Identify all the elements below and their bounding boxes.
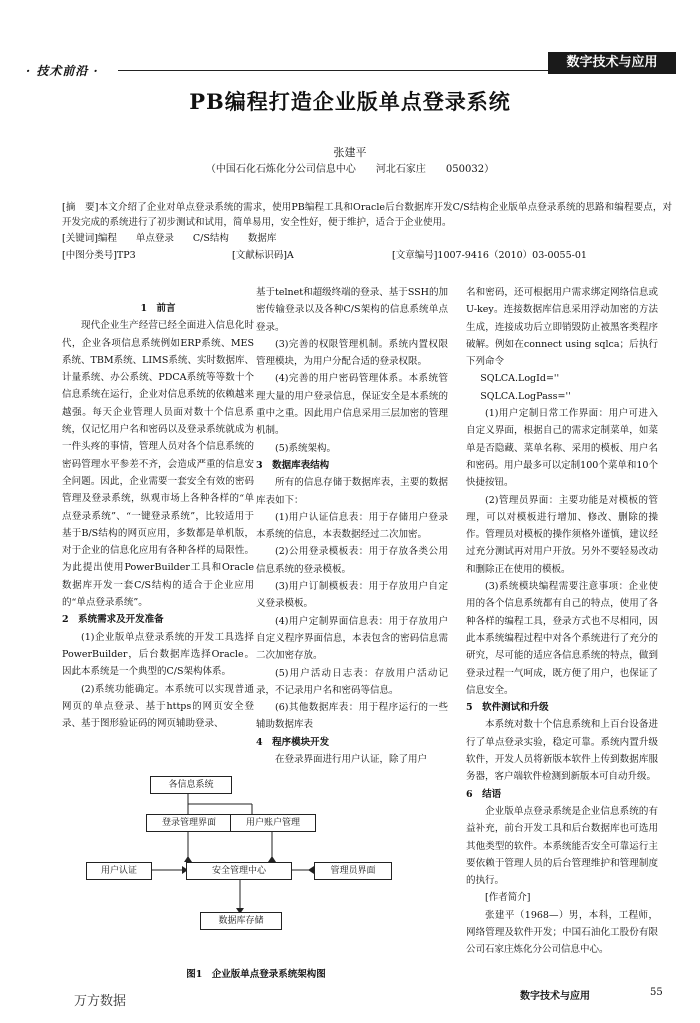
paragraph: (6)其他数据库表：用于程序运行的一些辅助数据库表 [256,702,448,731]
watermark: 万方数据 [74,994,127,1009]
paragraph: (1)企业版单点登录系统的开发工具选择PowerBuilder，后台数据库选择Oracle。因此本系统是一个典型的C/S架构体系。 [62,631,254,678]
header-rule [118,70,548,71]
paragraph: (3)完善的权限管理机制。系统内置权限管理模块，为用户分配合适的登录权限。 [256,338,448,368]
box-account-management: 用户账户管理 [230,814,316,832]
journal-brand: 数字技术与应用 [548,52,676,74]
box-database: 数据库存储 [200,912,282,930]
box-admin-ui: 管理员界面 [314,862,392,880]
article-number: [文章编号]1007-9416（2010）03-0055-01 [392,250,587,261]
page-number: 55 [650,987,663,998]
section-heading: 3 数据库表结构 [256,459,330,471]
section-label: · 技术前沿 · [26,64,99,78]
author: 张建平 [333,146,367,159]
paragraph: (2)管理员界面：主要功能是对模板的管理，可以对模板进行增加、修改、删除的操作。管理员对模板的操作须格外谨慎，建议经过充分测试再对用户开放。另外不要轻易改动和删除正在使用的模板。 [466,494,658,575]
paragraph: (3)用户订制模板表：用于存放用户自定义登录模板。 [256,581,448,610]
paragraph: 基于telnet和超级终端的登录、基于SSH的加密传输登录以及各种C/S架构的信息系统单点登录。 [256,287,448,333]
column-1 [62,300,254,732]
keywords: [关键词]编程 单点登录 C/S结构 数据库 [62,233,277,244]
paragraph: (2)系统功能确定。本系统可以实现普通网页的单点登录、基于https的网页安全登录、基于图形验证码的网页辅助登录、 [62,683,254,730]
box-login-ui: 登录管理界面 [146,814,232,832]
section-heading: 2 系统需求及开发准备 [62,614,164,626]
paragraph: (4)用户定制界面信息表：用于存放用户自定义程序界面信息，本表包含的密码信息需二次加密存放。 [256,615,448,662]
paragraph: 企业版单点登录系统是企业信息系统的有益补充，前台开发工具和后台数据库也可选用其他类型的软件。本系统能否安全可靠运行主要依赖于管理人员的后台管理维护和管理制度的执行。 [466,805,658,887]
paragraph: (1)用户定制日常工作界面：用户可进入自定义界面，根据自己的需求定制菜单，如菜单是否隐藏、菜单名称、采用的模板、用户名和密码。用户最多可以定制100个菜单和10个快捷按钮。 [466,408,658,489]
affiliation: （中国石化石炼化分公司信息中心 河北石家庄 050032） [205,164,495,175]
paragraph: [作者简介] [485,892,531,904]
section-heading: 6 结语 [466,788,502,800]
doc-code: [文献标识码]A [232,250,294,261]
paragraph: SQLCA.LogId='' [480,373,560,385]
figure-caption: 图1 企业版单点登录系统架构图 [186,969,326,980]
paragraph: 名和密码，还可根据用户需求绑定网络信息或U-key。连接数据库信息采用浮动加密的方法生成，连接成功后立即销毁防止被黑客类程序破解。例如在connect using sqlca；后执行下列命令 [466,287,658,368]
section-heading: 5 软件测试和升级 [466,702,549,714]
section-heading: 4 程序模块开发 [256,736,330,748]
paragraph: 张建平（1968—）男，本科，工程师，网络管理及软件开发；中国石油化工股份有限公司石家庄炼化分公司信息中心。 [466,909,658,956]
paragraph: SQLCA.LogPass='' [480,390,571,402]
clc-number: [中图分类号]TP3 [62,250,136,261]
column-3 [466,284,658,959]
footer-journal: 数字技术与应用 [520,991,590,1002]
paragraph: (2)公用登录模板表：用于存放各类公用信息系统的登录模板。 [256,546,448,575]
column-2 [256,284,448,768]
paragraph: (4)完善的用户密码管理体系。本系统管理大量的用户登录信息，保证安全是本系统的重中之重。因此用户信息采用三层加密的管理机制。 [256,373,448,437]
section-heading: 1 前言 [140,303,176,314]
architecture-figure [62,770,450,950]
article-title: PB编程打造企业版单点登录系统 [189,89,511,114]
paragraph: 所有的信息存储于数据库表，主要的数据库表如下： [256,477,448,506]
paragraph: 现代企业生产经营已经全面进入信息化时代，企业各项信息系统例如ERP系统、MES系统、TBM系统、LIMS系统、实时数据库、计量系统、办公系统、PDCA系统等等数十个信息系统在运行，企业对信息系统的依赖越来越强。每天企业管理人员面对数十个信息系统，仅记忆用户名和密码以及登录系统就成为一件头疼的事情，管理人员对各个信息系统的密码管理水平参差不齐，会造成严重的信息安全问题。因此，企业需要一套安全有效的密码管理及登录系统，纵观市场上各种各样的“单点登录系统”、“一键登录系统”，比较适用于基于B/S结构的网页应用，多数都是单机版，对于企业的信息化应用有各种各样的局限性。为此提出使用PowerBuilder工具和Oracle数据库开发一套C/S结构的适合于企业应用的“单点登录系统”。 [62,320,254,609]
box-info-systems: 各信息系统 [150,776,232,794]
paragraph: 在登录界面进行用户认证，除了用户 [275,754,428,766]
paragraph: (5)用户活动日志表：存放用户活动记录，不记录用户名和密码等信息。 [256,667,448,696]
paragraph: (1)用户认证信息表：用于存储用户登录本系统的信息，本表数据经过二次加密。 [256,511,448,541]
abstract: [摘 要]本文介绍了企业对单点登录系统的需求，使用PB编程工具和Oracle后台数据库开发C/S结构企业版单点登录系统的思路和编程要点，对开发完成的系统进行了初步测试和试用，简单易用，安全性好，便于维护，适合于企业使用。 [62,202,672,228]
paragraph: 本系统对数十个信息系统和上百台设备进行了单点登录实验，稳定可靠。系统内置升级软件，开发人员将新版本软件上传到数据库服务器，客户端软件检测到新版本可自动升级。 [466,719,658,783]
paragraph: (5)系统架构。 [275,442,336,454]
box-security-center: 安全管理中心 [186,862,292,880]
box-user-auth: 用户认证 [86,862,152,880]
paragraph: (3)系统模块编程需要注意事项：企业使用的各个信息系统都有自己的特点，使用了各种各样的编程工具，登录方式也不尽相同，因此本系统编程过程中对各个系统进行了充分的研究，尽可能的适应各信息系统的特点，做到登录过程一气呵成，既方便了用户，也保证了信息安全。 [466,581,658,696]
